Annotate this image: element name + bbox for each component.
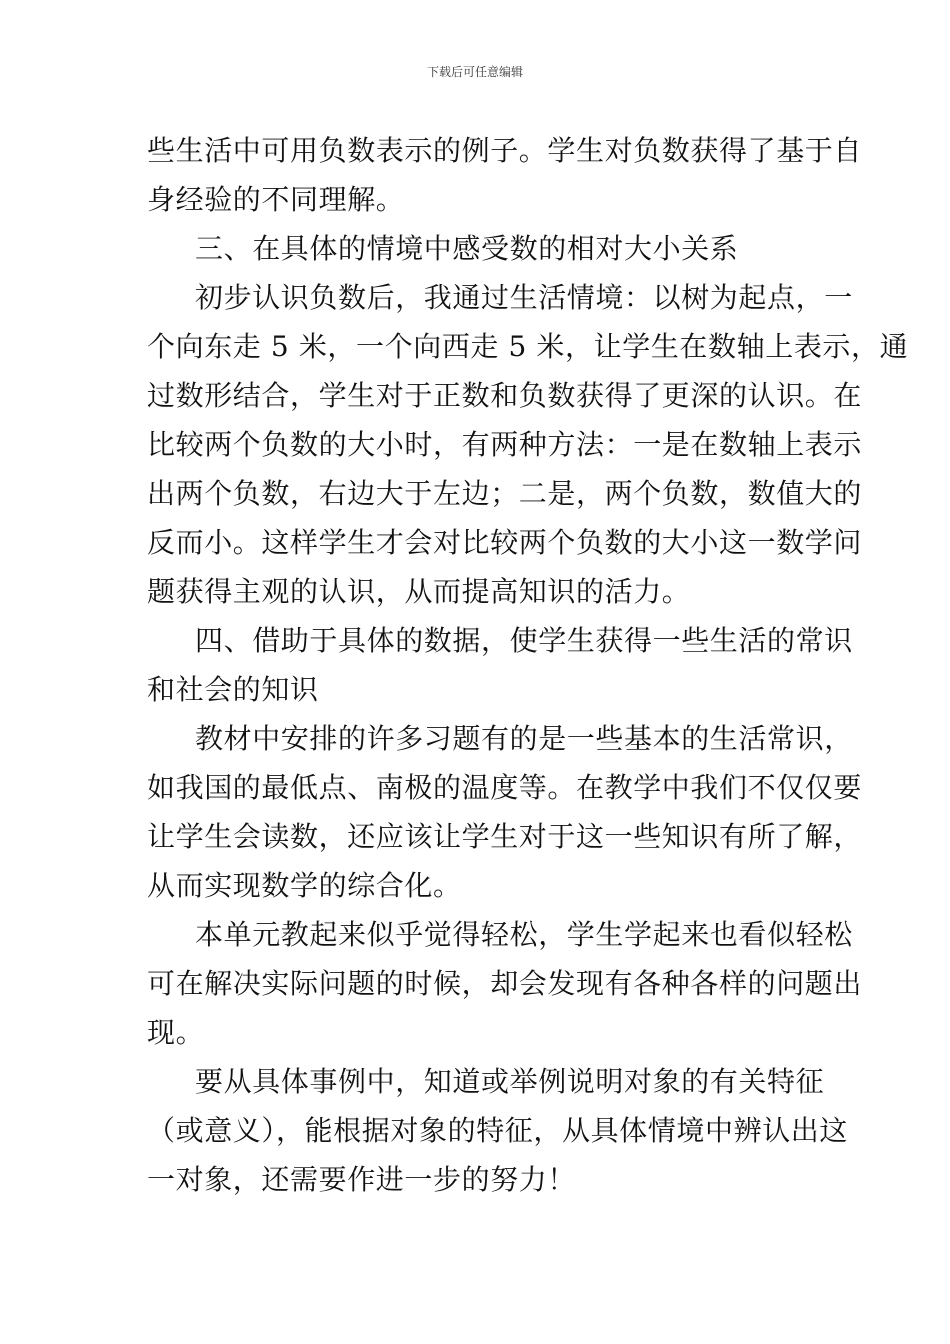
text-line: 个向东走 5 米，一个向西走 5 米，让学生在数轴上表示，通: [147, 330, 909, 363]
section-heading-continued: 和社会的知识: [147, 673, 319, 706]
text-line: 现。: [147, 1016, 205, 1049]
page-header: 下载后可任意编辑: [426, 65, 523, 79]
text-line: 比较两个负数的大小时，有两种方法：一是在数轴上表示: [147, 428, 863, 461]
document-body: [147, 126, 909, 1204]
text-line: 从而实现数学的综合化。: [147, 869, 462, 902]
text-line: 本单元教起来似乎觉得轻松，学生学起来也看似轻松: [195, 918, 853, 951]
text-line: 出两个负数，右边大于左边；二是，两个负数，数值大的: [147, 477, 863, 510]
section-heading: 三、在具体的情境中感受数的相对大小关系: [195, 232, 739, 265]
text-line: 初步认识负数后，我通过生活情境：以树为起点，一: [195, 281, 853, 314]
text-line: 可在解决实际问题的时候，却会发现有各种各样的问题出: [147, 967, 863, 1000]
text-line: 让学生会读数，还应该让学生对于这一些知识有所了解，: [147, 820, 863, 853]
text-line: 一对象，还需要作进一步的努力！: [147, 1163, 577, 1196]
text-line: （或意义），能根据对象的特征，从具体情境中辨认出这: [147, 1114, 849, 1147]
text-line: 反而小。这样学生才会对比较两个负数的大小这一数学问: [147, 526, 863, 559]
text-line: 题获得主观的认识，从而提高知识的活力。: [147, 575, 691, 608]
text-line: 如我国的最低点、南极的温度等。在教学中我们不仅仅要: [147, 771, 863, 804]
section-heading: 四、借助于具体的数据，使学生获得一些生活的常识: [195, 624, 853, 657]
text-line: 教材中安排的许多习题有的是一些基本的生活常识，: [195, 722, 853, 755]
text-line: 些生活中可用负数表示的例子。学生对负数获得了基于自: [147, 134, 863, 167]
text-line: 身经验的不同理解。: [147, 183, 405, 216]
text-line: 过数形结合，学生对于正数和负数获得了更深的认识。在: [147, 379, 863, 412]
text-line: 要从具体事例中，知道或举例说明对象的有关特征: [195, 1065, 825, 1098]
